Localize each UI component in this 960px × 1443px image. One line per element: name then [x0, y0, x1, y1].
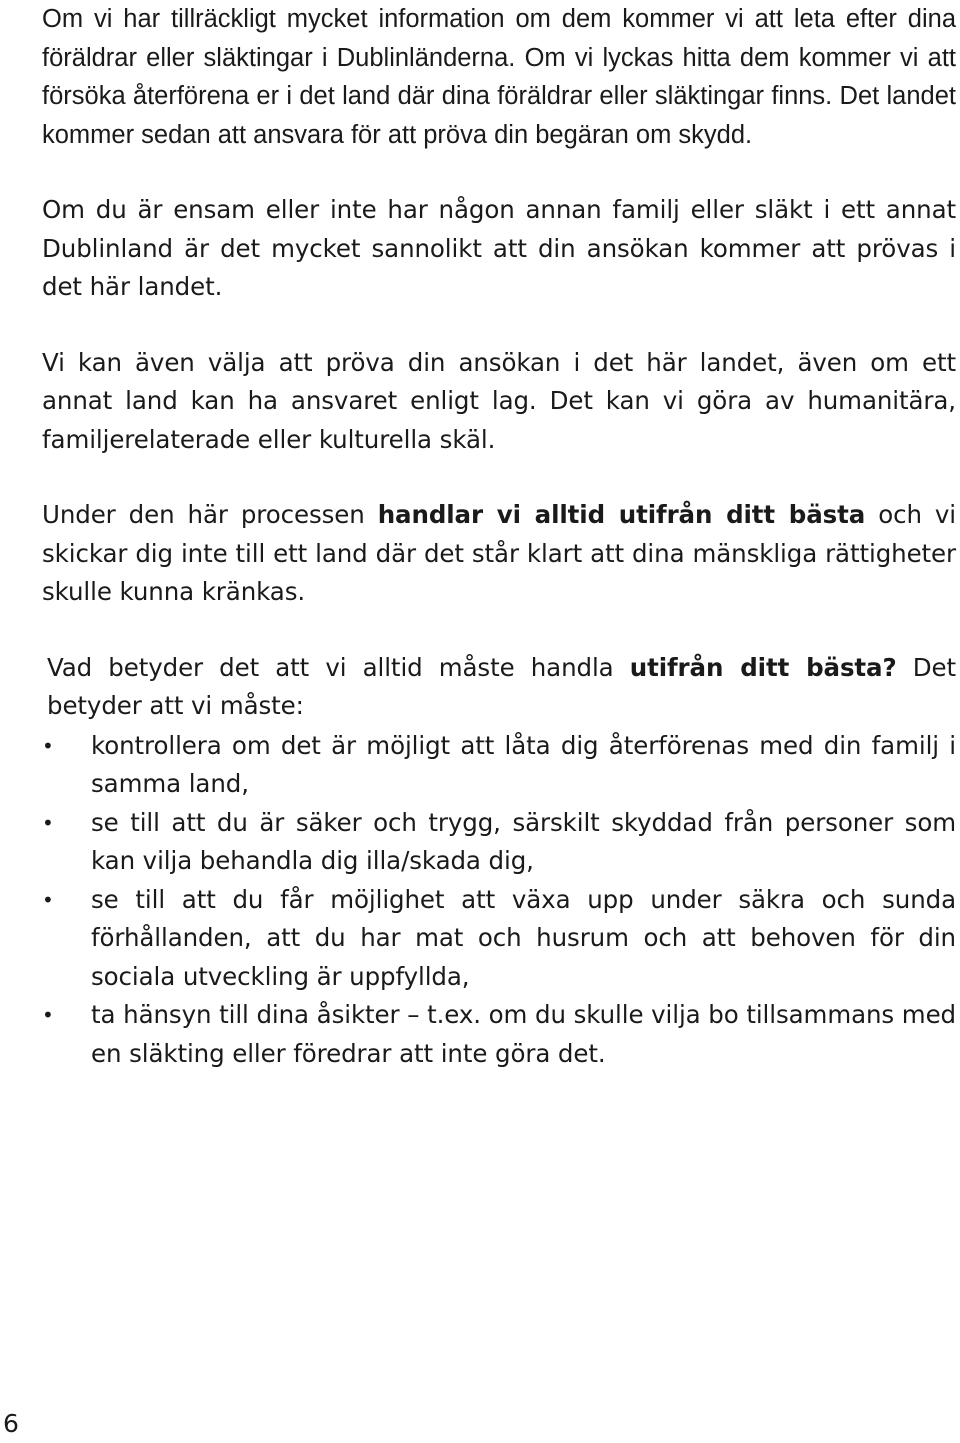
paragraph-best-interest-end: och vi skickar dig inte till ett land där det står klart att dina mänskliga rättigheter skulle kunna kränkas. — [42, 500, 956, 606]
list-item — [42, 727, 956, 804]
paragraph-family-search: Om vi har tillräckligt mycket information om dem kommer vi att leta efter dina föräldrar eller släktingar i Dublinländerna. Om vi lyckas hitta dem kommer vi att försöka återförena er i det land där dina föräldrar eller släktingar finns. Det landet kommer sedan att ansvara för att pröva din begäran om skydd. — [42, 5, 956, 149]
paragraph-best-interest-question — [42, 649, 956, 726]
list-item-text: se till att du är säker och trygg, särskilt skyddad från personer som kan vilja behandla dig illa/skada dig, — [91, 807, 956, 875]
bullet-icon: • — [42, 733, 54, 758]
list-item — [42, 996, 956, 1073]
list-item — [42, 881, 956, 997]
list-item-text: kontrollera om det är möjligt att låta dig återförenas med din familj i samma land, — [91, 730, 956, 798]
paragraph-humanitarian-reasons: Vi kan även välja att pröva din ansökan i det här landet, även om ett annat land kan ha ansvaret enligt lag. Det kan vi göra av humanitära, familjerelaterade eller kulturella skäl. — [42, 347, 956, 454]
paragraph-best-interest — [42, 496, 956, 612]
paragraph-best-interest-start: Under den här processen — [42, 500, 378, 529]
bullet-icon: • — [42, 1003, 54, 1027]
list-item-text: se till att du får möjlighet att växa upp under säkra och sunda förhållanden, att du har mat och husrum och att behoven för din sociala utveckling är uppfyllda, — [91, 884, 956, 991]
list-item-text: ta hänsyn till dina åsikter – t.ex. om du skulle vilja bo tillsammans med en släkting eller föredrar att inte göra det. — [91, 1000, 956, 1068]
paragraph-alone-applicant: Om du är ensam eller inte har någon annan familj eller släkt i ett annat Dublinland är det mycket sannolikt att din ansökan kommer att prövas i det här landet. — [42, 195, 956, 301]
best-interest-emphasis: handlar vi alltid utifrån ditt bästa — [377, 500, 866, 529]
document-page — [42, 0, 956, 1073]
page-number: 6 — [3, 1409, 19, 1438]
bullet-icon: • — [42, 810, 54, 835]
bullet-icon: • — [42, 887, 54, 912]
list-item — [42, 804, 956, 881]
question-start: Vad betyder det att vi alltid måste handla — [47, 652, 630, 682]
question-end: Det betyder att vi måste: — [47, 652, 956, 720]
question-emphasis: utifrån ditt bästa? — [629, 652, 897, 682]
obligations-list — [42, 727, 956, 1074]
